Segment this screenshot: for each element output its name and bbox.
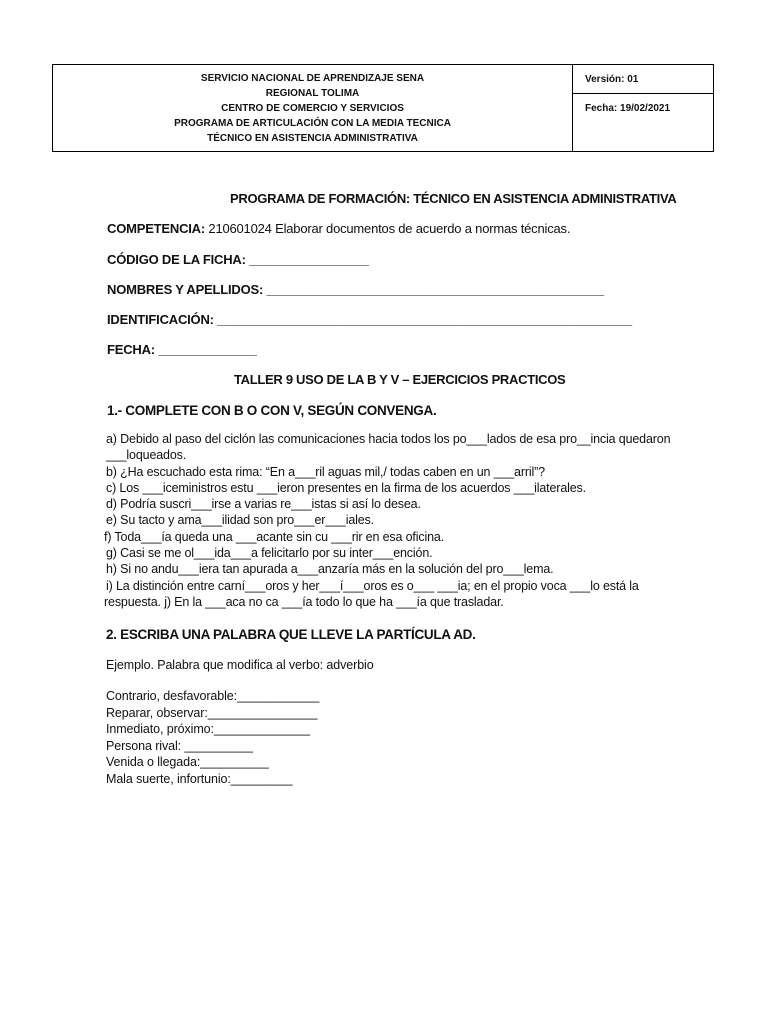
version-label: Versión: 01 (573, 65, 713, 94)
word-item: Contrario, desfavorable:____________ (106, 689, 320, 703)
taller-title: TALLER 9 USO DE LA B Y V – EJERCICIOS PRACTICOS (234, 372, 566, 387)
institution-block (53, 65, 573, 151)
exercise-line: g) Casi se me ol___ida___a felicitarlo por su inter___ención. (106, 546, 433, 561)
version-block (573, 65, 713, 151)
header-line: CENTRO DE COMERCIO Y SERVICIOS (221, 102, 404, 114)
section1-title: 1.- COMPLETE CON B O CON V, SEGÚN CONVENGA. (107, 403, 437, 418)
fecha-field: FECHA: ______________ (107, 342, 257, 357)
exercise-line: e) Su tacto y ama___ilidad son pro___er___iales. (106, 513, 374, 528)
competencia-value: 210601024 Elaborar documentos de acuerdo a normas técnicas. (205, 221, 571, 236)
exercise-list (106, 431, 670, 610)
word-item: Mala suerte, infortunio:_________ (106, 771, 293, 786)
identificacion-field: IDENTIFICACIÓN: ___________________________________________________________ (107, 312, 632, 327)
header-line: TÉCNICO EN ASISTENCIA ADMINISTRATIVA (207, 132, 418, 144)
exercise-line: h) Si no andu___iera tan apurada a___anzaría más en la solución del pro___lema. (106, 562, 554, 577)
program-title: PROGRAMA DE FORMACIÓN: TÉCNICO EN ASISTENCIA ADMINISTRATIVA (230, 191, 677, 206)
document-header (52, 64, 714, 152)
exercise-line: respuesta. j) En la ___aca no ca ___ía todo lo que ha ___ía que trasladar. (104, 594, 504, 609)
exercise-line: b) ¿Ha escuchado esta rima: “En a___ril aguas mil,/ todas caben en un ___arril”? (106, 464, 545, 479)
date-label: Fecha: 19/02/2021 (585, 103, 671, 114)
header-line: PROGRAMA DE ARTICULACIÓN CON LA MEDIA TECNICA (174, 117, 451, 129)
header-line: SERVICIO NACIONAL DE APRENDIZAJE SENA (200, 72, 425, 84)
word-item: Reparar, observar:________________ (106, 705, 318, 720)
competencia-line (107, 221, 570, 236)
nombres-field: NOMBRES Y APELLIDOS: ________________________________________________ (107, 282, 604, 297)
exercise-line: i) La distinción entre carní___oros y her___í___oros es o___ ___ia; en el propio voca ___lo está la (106, 578, 639, 593)
exercise-line: c) Los ___iceministros estu ___ieron presentes en la firma de los acuerdos ___ilaterales. (106, 480, 586, 495)
word-list (106, 688, 319, 788)
exercise-line: a) Debido al paso del ciclón las comunicaciones hacia todos los po___lados de esa pro__incia quedaron (106, 432, 671, 446)
exercise-line: ___loqueados. (106, 448, 187, 463)
word-item: Persona rival: __________ (106, 738, 253, 753)
exercise-line: d) Podría suscri___irse a varias re___istas si así lo desea. (106, 497, 421, 512)
exercise-line: f) Toda___ía queda una ___acante sin cu ___rir en esa oficina. (104, 529, 445, 544)
word-item: Inmediato, próximo:______________ (106, 722, 310, 737)
example-line: Ejemplo. Palabra que modifica al verbo: adverbio (106, 658, 374, 672)
word-item: Venida o llegada:__________ (106, 755, 269, 770)
competencia-label: COMPETENCIA: (107, 221, 205, 236)
codigo-ficha-field: CÓDIGO DE LA FICHA: _________________ (107, 252, 369, 267)
header-line: REGIONAL TOLIMA (265, 87, 360, 99)
section2-title: 2. ESCRIBA UNA PALABRA QUE LLEVE LA PARTÍCULA AD. (106, 627, 476, 642)
